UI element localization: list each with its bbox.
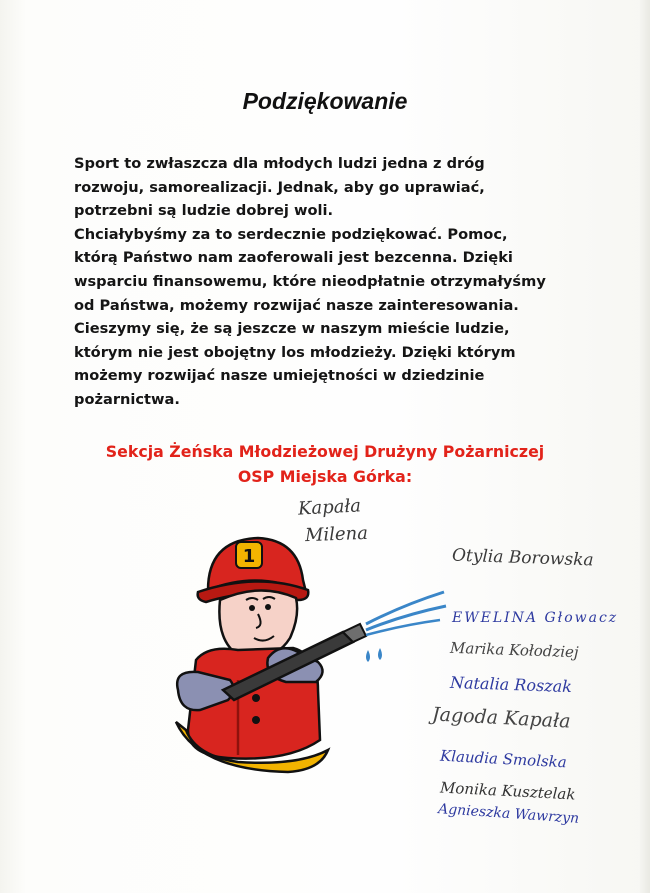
signature-kapala: Kapała bbox=[297, 495, 362, 520]
coat-button bbox=[252, 694, 260, 702]
section-heading-line2: OSP Miejska Górka: bbox=[237, 467, 413, 486]
coat-button bbox=[252, 716, 260, 724]
letter-line: rozwoju, samorealizacji. Jednak, aby go uprawiać, bbox=[74, 178, 485, 196]
page-title: Podziękowanie bbox=[242, 88, 408, 114]
letter-line: Cieszymy się, że są jeszcze w naszym mieście ludzie, bbox=[74, 320, 510, 338]
letter-body bbox=[74, 152, 574, 412]
letter-line: którym nie jest obojętny los młodzieży. Dzięki którym bbox=[74, 343, 516, 361]
section-heading bbox=[0, 439, 650, 489]
signature-ewelina: EWELINA Głowacz bbox=[452, 610, 619, 626]
left-eye bbox=[249, 605, 255, 611]
water-spray bbox=[366, 620, 440, 635]
letter-line: którą Państwo nam zaoferowali jest bezcenna. Dzięki bbox=[74, 249, 513, 267]
signature-marika: Marika Kołodziej bbox=[449, 638, 579, 662]
signature-jagoda: Jagoda Kapała bbox=[431, 703, 572, 733]
signature-monika: Monika Kusztelak bbox=[439, 778, 576, 804]
right-eye bbox=[265, 604, 271, 610]
letter-line: Sport to zwłaszcza dla młodych ludzi jedna z dróg bbox=[74, 155, 485, 172]
letter-line: od Państwa, możemy rozwijać nasze zainteresowania. bbox=[74, 296, 519, 314]
signature-agnieszka: Agnieszka Wawrzyn bbox=[437, 801, 580, 827]
water-drop bbox=[366, 650, 370, 662]
letter-line: Chciałybyśmy za to serdecznie podziękować. Pomoc, bbox=[74, 225, 508, 243]
signature-milena: Milena bbox=[304, 522, 369, 547]
helmet-badge-number: 1 bbox=[242, 546, 256, 567]
firefighter-illustration bbox=[168, 530, 450, 780]
letter-line: wsparciu finansowemu, które nieodpłatnie otrzymałyśmy bbox=[74, 272, 546, 290]
letter-line: potrzebni są ludzie dobrej woli. bbox=[74, 202, 334, 220]
signature-otylia: Otylia Borowska bbox=[451, 545, 594, 571]
signature-natalia: Natalia Roszak bbox=[449, 672, 573, 697]
water-drop bbox=[378, 648, 382, 660]
section-heading-line1: Sekcja Żeńska Młodzieżowej Drużyny Pożarniczej bbox=[105, 442, 545, 461]
letter-line: pożarnictwa. bbox=[74, 390, 180, 408]
letter-line: możemy rozwijać nasze umiejętności w dziedzinie bbox=[74, 367, 485, 385]
signature-klaudia: Klaudia Smolska bbox=[439, 746, 568, 772]
